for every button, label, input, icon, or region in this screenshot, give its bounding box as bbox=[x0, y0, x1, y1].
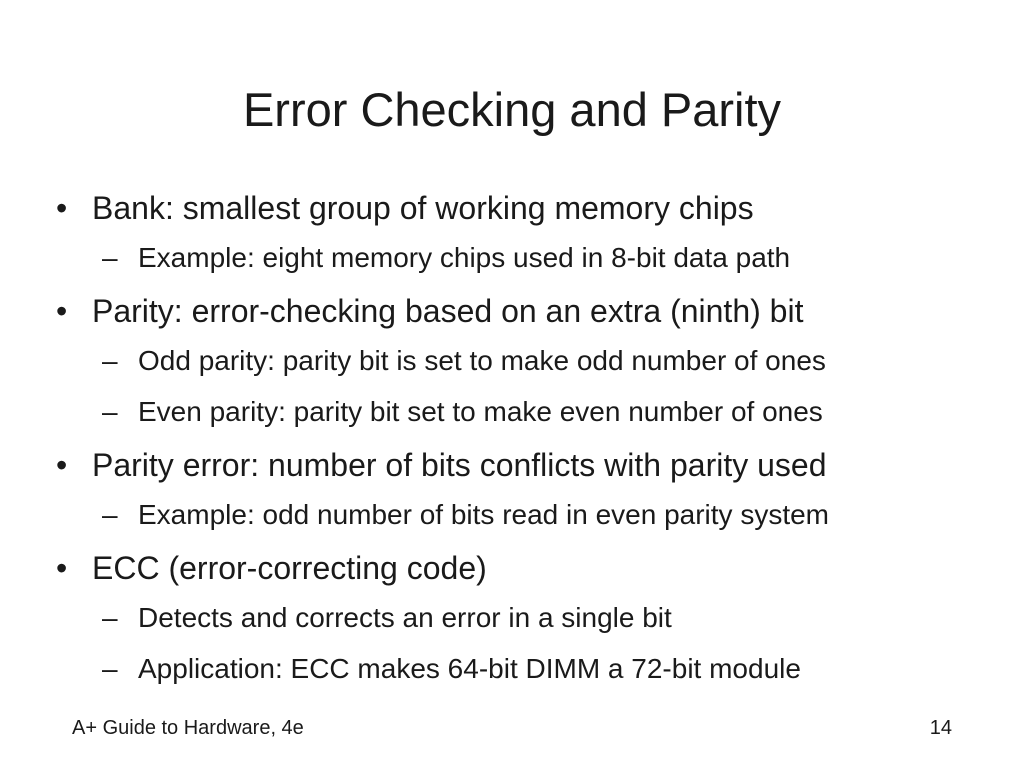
sub-bullet-item bbox=[56, 598, 996, 638]
bullet-marker: • bbox=[56, 190, 68, 226]
sub-bullet-text: Odd parity: parity bit is set to make odd number of ones bbox=[138, 345, 826, 376]
bullet-list bbox=[56, 186, 996, 700]
bullet-text: Bank: smallest group of working memory chips bbox=[92, 190, 754, 226]
page-number: 14 bbox=[929, 717, 952, 739]
bullet-item bbox=[56, 289, 996, 333]
sub-bullet-item bbox=[56, 495, 996, 535]
footer-source: A+ Guide to Hardware, 4e bbox=[72, 717, 304, 739]
bullet-item bbox=[56, 186, 996, 230]
sub-bullet-item bbox=[56, 392, 996, 432]
sub-bullet-item bbox=[56, 341, 996, 381]
sub-bullet-item bbox=[56, 238, 996, 278]
sub-bullet-marker: – bbox=[102, 396, 118, 427]
bullet-text: Parity error: number of bits conflicts with parity used bbox=[92, 447, 827, 483]
sub-bullet-text: Application: ECC makes 64-bit DIMM a 72-bit module bbox=[138, 653, 801, 684]
bullet-marker: • bbox=[56, 293, 68, 329]
sub-bullet-marker: – bbox=[102, 242, 118, 273]
slide-title: Error Checking and Parity bbox=[242, 83, 782, 136]
bullet-marker: • bbox=[56, 447, 68, 483]
sub-bullet-marker: – bbox=[102, 499, 118, 530]
bullet-item bbox=[56, 443, 996, 487]
sub-bullet-marker: – bbox=[102, 602, 118, 633]
bullet-marker: • bbox=[56, 550, 68, 586]
sub-bullet-text: Example: eight memory chips used in 8-bit data path bbox=[138, 242, 791, 273]
bullet-item bbox=[56, 546, 996, 590]
sub-bullet-marker: – bbox=[102, 653, 118, 684]
bullet-text: Parity: error-checking based on an extra (ninth) bit bbox=[92, 293, 804, 329]
sub-bullet-text: Detects and corrects an error in a single bit bbox=[138, 602, 672, 633]
sub-bullet-item bbox=[56, 649, 996, 689]
sub-bullet-text: Even parity: parity bit set to make even number of ones bbox=[138, 396, 823, 427]
bullet-text: ECC (error-correcting code) bbox=[92, 550, 487, 586]
sub-bullet-marker: – bbox=[102, 345, 118, 376]
sub-bullet-text: Example: odd number of bits read in even parity system bbox=[138, 499, 830, 530]
